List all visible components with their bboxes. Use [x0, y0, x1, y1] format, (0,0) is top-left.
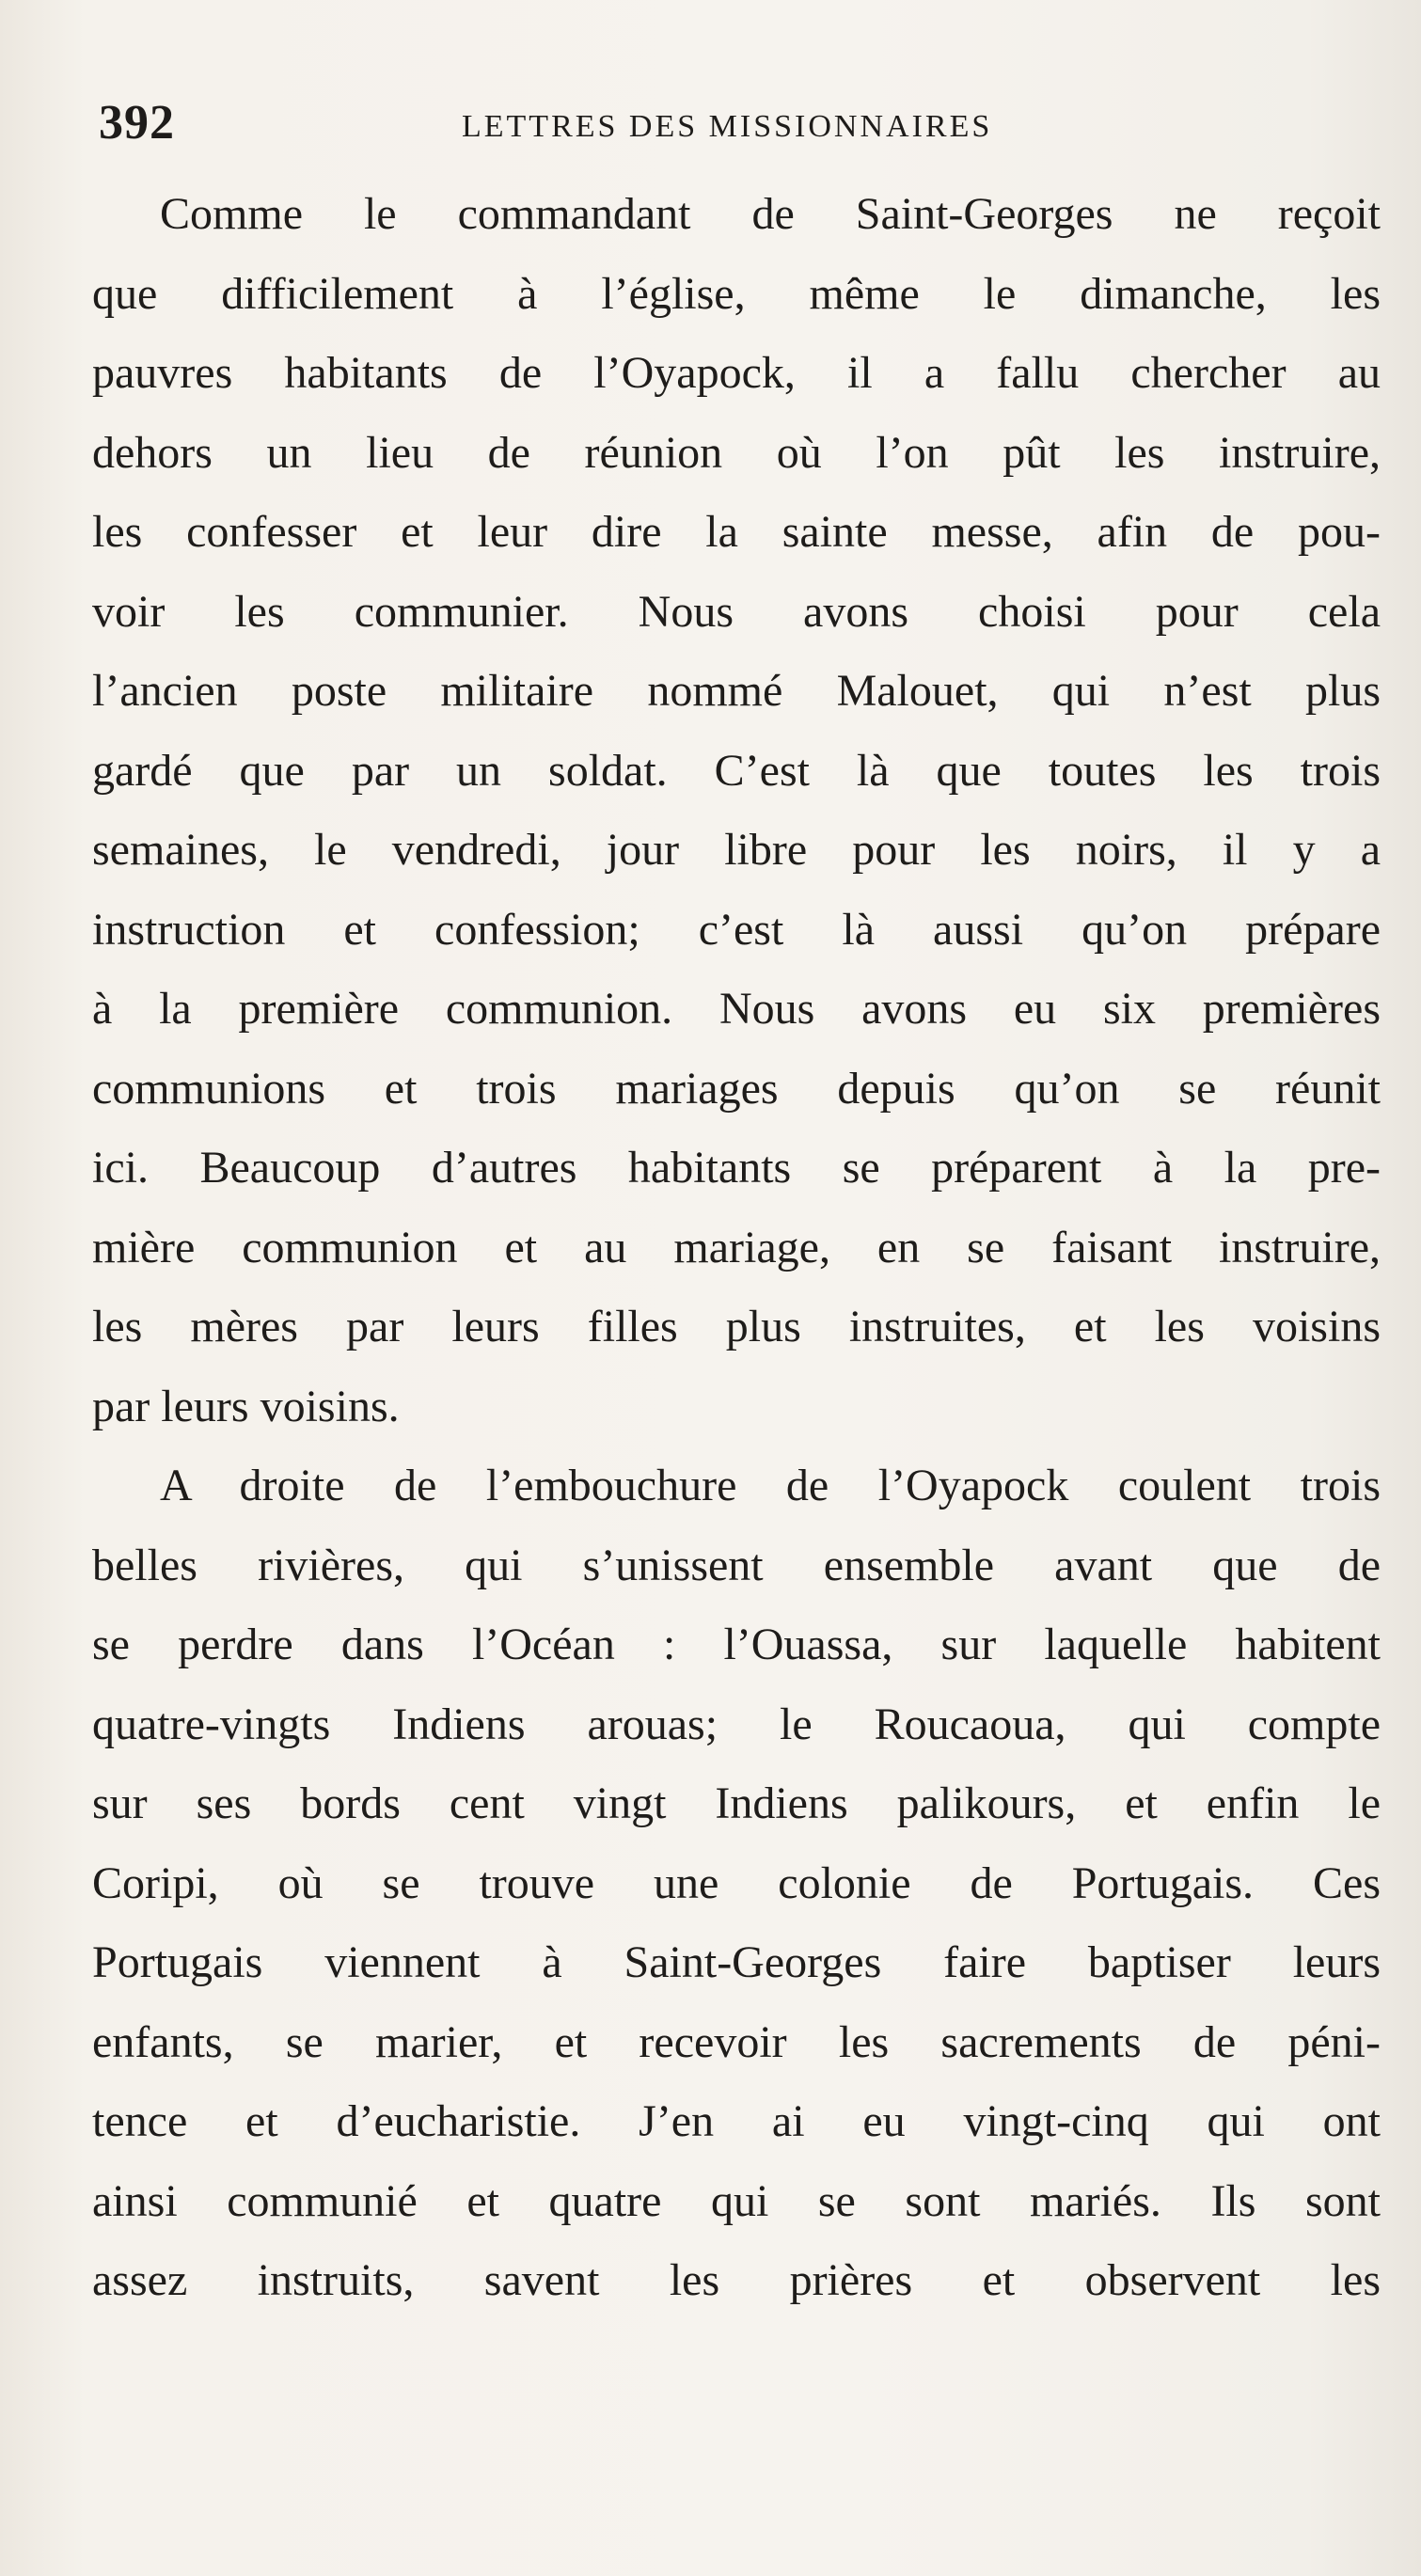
page-header — [99, 90, 1378, 156]
text-line: pauvres habitants de l’Oyapock, il a fallu chercher au — [92, 348, 1381, 398]
text-line: enfants, se marier, et recevoir les sacrements de péni- — [92, 2016, 1381, 2067]
text-line: assez instruits, savent les prières et observent les — [92, 2255, 1381, 2305]
text-line: les mères par leurs filles plus instruites, et les voisins — [92, 1302, 1381, 1351]
paragraph-2 — [92, 1446, 1381, 2321]
text-line: belles rivières, qui s’unissent ensemble avant que de — [92, 1540, 1381, 1590]
text-line: se perdre dans l’Océan : l’Ouassa, sur laquelle habitent — [92, 1620, 1381, 1669]
text-line: les confesser et leur dire la sainte messe, afin de pou- — [92, 507, 1381, 557]
text-line: A droite de l’embouchure de l’Oyapock coulent trois — [160, 1461, 1381, 1510]
page-number: 392 — [99, 96, 175, 150]
text-line: mière communion et au mariage, en se faisant instruire, — [92, 1222, 1381, 1272]
text-line: ainsi communié et quatre qui se sont mariés. Ils sont — [92, 2175, 1381, 2226]
text-line: Coripi, où se trouve une colonie de Portugais. Ces — [92, 1857, 1381, 1908]
text-line: l’ancien poste militaire nommé Malouet, qui n’est plus — [92, 666, 1381, 716]
text-line: gardé que par un soldat. C’est là que toutes les trois — [92, 745, 1381, 796]
paragraph-1 — [92, 175, 1381, 1446]
text-line: à la première communion. Nous avons eu six premières — [92, 984, 1381, 1034]
text-line: instruction et confession; c’est là aussi qu’on prépare — [92, 904, 1381, 955]
running-title: LETTRES DES MISSIONNAIRES — [462, 109, 993, 144]
text-line: par leurs voisins. — [92, 1381, 400, 1431]
text-line: tence et d’eucharistie. J’en ai eu vingt-cinq qui ont — [92, 2096, 1381, 2146]
text-line: communions et trois mariages depuis qu’on se réunit — [92, 1063, 1381, 1114]
text-line: quatre-vingts Indiens arouas; le Roucaoua, qui compte — [92, 1699, 1381, 1749]
text-line: Comme le commandant de Saint-Georges ne reçoit — [160, 189, 1381, 239]
text-line: que difficilement à l’église, même le dimanche, les — [92, 268, 1381, 319]
text-line: ici. Beaucoup d’autres habitants se préparent à la pre- — [92, 1143, 1381, 1193]
text-line: dehors un lieu de réunion où l’on pût les instruire, — [92, 427, 1381, 478]
text-line: sur ses bords cent vingt Indiens palikours, et enfin le — [92, 1778, 1381, 1828]
body-text — [92, 175, 1381, 2321]
text-line: semaines, le vendredi, jour libre pour les noirs, il y a — [92, 825, 1381, 875]
text-line: voir les communier. Nous avons choisi pour cela — [92, 586, 1381, 637]
text-line: Portugais viennent à Saint-Georges faire baptiser leurs — [92, 1937, 1381, 1987]
